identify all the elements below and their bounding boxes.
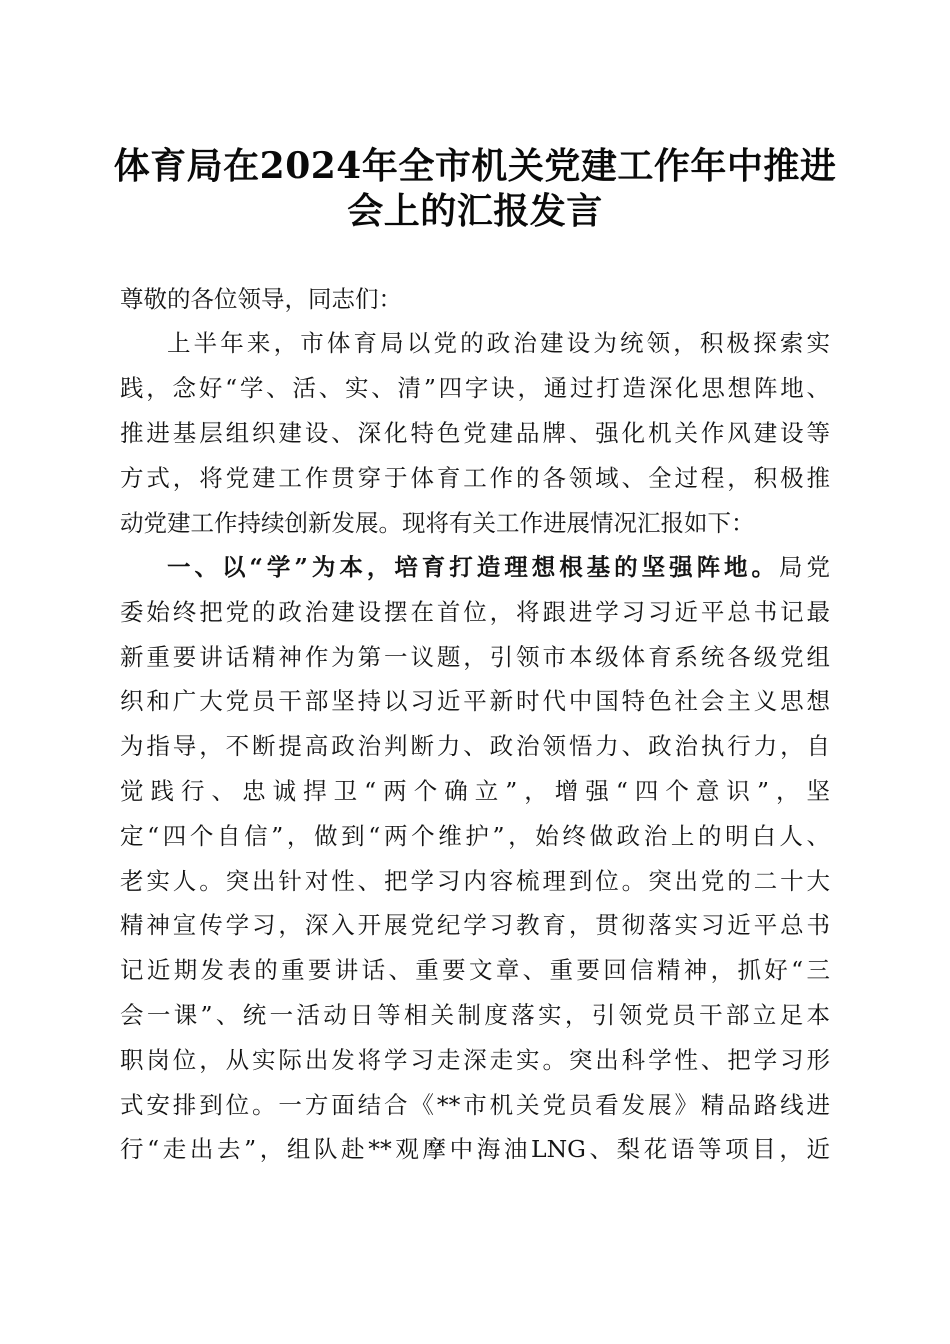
intro-line: 上半年来，市体育局以党的政治建设为统领，积极探索实 — [167, 329, 830, 357]
section-1-line: 记近期发表的重要讲话、重要文章、重要回信精神，抓好“三 — [120, 956, 830, 984]
section-1-line: 精神宣传学习，深入开展党纪学习教育，贯彻落实习近平总书 — [120, 911, 830, 939]
section-1-line: 为指导，不断提高政治判断力、政治领悟力、政治执行力，自 — [120, 732, 830, 760]
section-1-line: 觉践行、忠诚捍卫“两个确立”，增强“四个意识”，坚 — [120, 777, 830, 805]
section-1-line: 行“走出去”，组队赴**观摩中海油LNG、梨花语等项目，近 — [120, 1135, 830, 1163]
section-1-line: 老实人。突出针对性、把学习内容梳理到位。突出党的二十大 — [120, 867, 830, 895]
document-title-line-2: 会上的汇报发言 — [347, 190, 603, 232]
section-1-heading: 一、以“学”为本，培育打造理想根基的坚强阵地。 — [167, 553, 780, 581]
intro-line: 动党建工作持续创新发展。现将有关工作进展情况汇报如下： — [120, 509, 755, 537]
section-1-line: 新重要讲话精神作为第一议题，引领市本级体育系统各级党组 — [120, 643, 830, 671]
section-1-line: 委始终把党的政治建设摆在首位，将跟进学习习近平总书记最 — [120, 598, 830, 626]
intro-line: 推进基层组织建设、深化特色党建品牌、强化机关作风建设等 — [120, 419, 830, 447]
section-1-first-line-tail: 局党 — [779, 553, 830, 581]
section-1-line: 会一课”、统一活动日等相关制度落实，引领党员干部立足本 — [120, 1001, 830, 1029]
section-1-first-line — [167, 552, 830, 582]
salutation: 尊敬的各位领导，同志们： — [120, 285, 402, 313]
section-1-line: 定“四个自信”，做到“两个维护”，始终做政治上的明白人、 — [120, 822, 830, 850]
section-1-line: 织和广大党员干部坚持以习近平新时代中国特色社会主义思想 — [120, 687, 830, 715]
section-1-line: 职岗位，从实际出发将学习走深走实。突出科学性、把学习形 — [120, 1046, 830, 1074]
intro-line: 践，念好“学、活、实、清”四字诀，通过打造深化思想阵地、 — [120, 374, 830, 402]
document-title-line-1: 体育局在2024年全市机关党建工作年中推进 — [113, 145, 837, 187]
section-1-line: 式安排到位。一方面结合《**市机关党员看发展》精品路线进 — [120, 1091, 830, 1119]
intro-line: 方式，将党建工作贯穿于体育工作的各领域、全过程，积极推 — [120, 464, 830, 492]
